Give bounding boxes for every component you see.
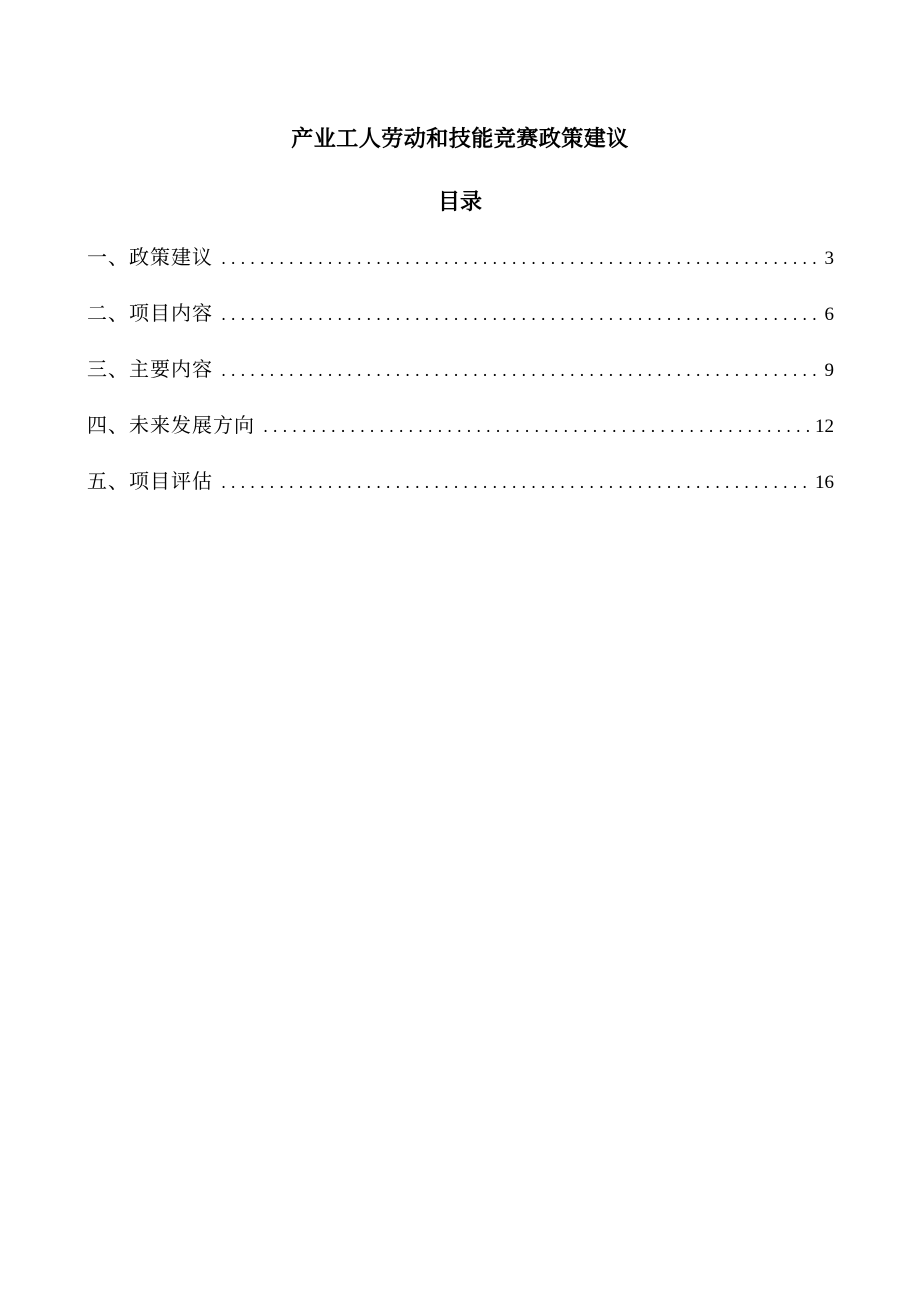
table-of-contents	[87, 241, 834, 521]
toc-dot-leader	[263, 417, 809, 436]
toc-page-number: 3	[824, 248, 834, 269]
toc-entry-policy-suggestions[interactable]	[87, 241, 834, 297]
toc-entry-label: 一、政策建议	[87, 245, 213, 269]
toc-heading: 目录	[437, 190, 482, 215]
toc-page-number: 12	[815, 416, 834, 437]
toc-entry-project-evaluation[interactable]	[87, 465, 834, 521]
toc-entry-label: 五、项目评估	[87, 469, 213, 493]
toc-page-number: 16	[815, 472, 834, 493]
toc-page-number: 9	[824, 360, 834, 381]
toc-dot-leader	[221, 361, 819, 380]
toc-page-number: 6	[824, 304, 834, 325]
toc-entry-future-direction[interactable]	[87, 409, 834, 465]
toc-entry-label: 四、未来发展方向	[87, 413, 255, 437]
toc-dot-leader	[221, 473, 809, 492]
toc-entry-project-content[interactable]	[87, 297, 834, 353]
toc-entry-main-content[interactable]	[87, 353, 834, 409]
toc-entry-label: 三、主要内容	[87, 357, 213, 381]
toc-dot-leader	[221, 249, 819, 268]
toc-dot-leader	[221, 305, 819, 324]
toc-entry-label: 二、项目内容	[87, 301, 213, 325]
document-title: 产业工人劳动和技能竞赛政策建议	[291, 127, 629, 152]
